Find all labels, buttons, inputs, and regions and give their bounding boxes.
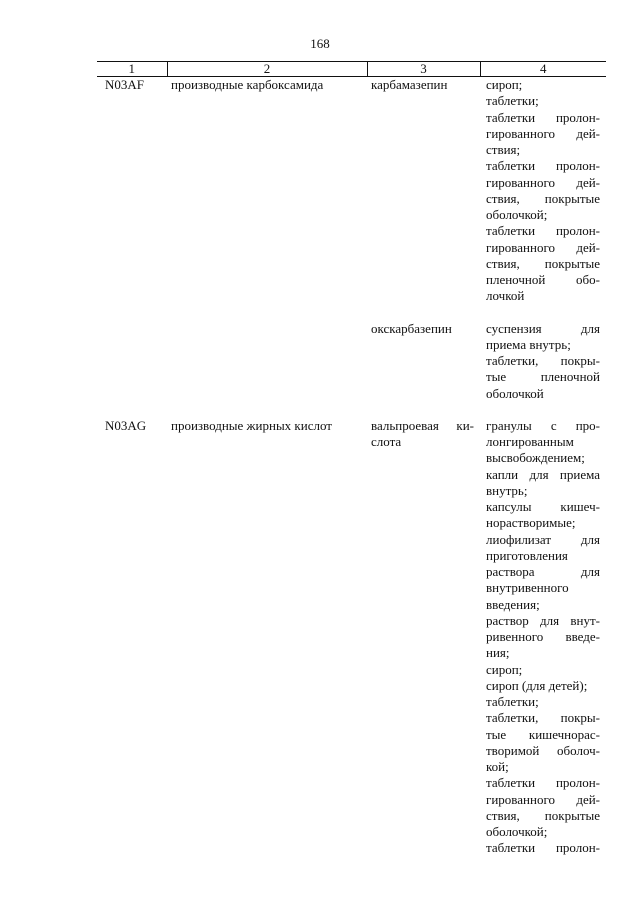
dosage-form-line: внутрь; xyxy=(486,482,528,498)
dosage-forms xyxy=(480,77,606,305)
dosage-form-line: гранулы с про- xyxy=(486,417,600,433)
dosage-form-line: пленочной обо- xyxy=(486,272,600,287)
dosage-form-line: ривенного введе- xyxy=(486,629,600,644)
medication-table xyxy=(97,61,606,857)
dosage-form-line: гированного дей- xyxy=(486,174,600,190)
column-header-4: 4 xyxy=(480,62,606,77)
column-header-1: 1 xyxy=(97,62,167,77)
dosage-form-line: таблетки пролон- xyxy=(486,840,600,856)
table-row xyxy=(97,321,606,402)
dosage-form-line: таблетки пролон- xyxy=(486,158,600,174)
column-header-2: 2 xyxy=(167,62,367,77)
drug-name xyxy=(367,418,480,857)
dosage-form-line: таблетки, покры- xyxy=(486,710,600,726)
drug-name: окскарбазепин xyxy=(371,320,452,336)
dosage-form-line: лиофилизат для xyxy=(486,531,600,547)
table-row xyxy=(97,418,606,857)
dosage-form-line: таблетки; xyxy=(486,694,539,709)
dosage-form-line: лонгированным xyxy=(486,434,574,449)
row-spacer xyxy=(97,305,606,321)
atc-code xyxy=(97,321,167,402)
dosage-form-line: раствора для xyxy=(486,564,600,579)
dosage-form-line: гированного дей- xyxy=(486,791,600,807)
atc-code: N03AG xyxy=(105,417,147,433)
dosage-form-line: оболочкой; xyxy=(486,207,548,222)
dosage-form-line: суспензия для xyxy=(486,320,600,336)
dosage-form-line: ния; xyxy=(486,645,510,661)
dosage-form-line: таблетки пролон- xyxy=(486,223,600,239)
column-header-3: 3 xyxy=(367,62,480,77)
dosage-form-line: лочкой xyxy=(486,288,525,304)
dosage-form-line: ствия; xyxy=(486,142,521,157)
drug-name: карбамазепин xyxy=(371,77,448,92)
dosage-form-line: ствия, покрытые xyxy=(486,807,600,823)
dosage-form-line: оболочкой xyxy=(486,385,544,401)
row-spacer xyxy=(97,402,606,418)
dosage-form-line: сироп; xyxy=(486,77,523,92)
pharmacological-group: производные жирных кислот xyxy=(171,417,332,433)
dosage-form-line: гированного дей- xyxy=(486,239,600,255)
dosage-form-line: раствор для внут- xyxy=(486,612,600,628)
dosage-form-line: тые пленочной xyxy=(486,369,600,385)
drug-name-line: слота xyxy=(371,434,402,449)
dosage-form-line: таблетки; xyxy=(486,93,539,109)
dosage-form-line: таблетки, покры- xyxy=(486,353,600,368)
dosage-form-line: норастворимые; xyxy=(486,515,576,531)
dosage-form-line: гированного дей- xyxy=(486,125,600,141)
dosage-form-line: таблетки пролон- xyxy=(486,109,600,125)
pharmacological-group: производные карбоксамида xyxy=(171,77,324,92)
dosage-form-line: сироп; xyxy=(486,661,523,677)
dosage-forms xyxy=(480,418,606,857)
dosage-form-line: таблетки пролон- xyxy=(486,775,600,791)
dosage-form-line: высвобождением; xyxy=(486,450,585,466)
dosage-form-line: капсулы кишеч- xyxy=(486,499,600,514)
dosage-form-line: тые кишечнорас- xyxy=(486,726,600,742)
drug-name-line: вальпроевая ки- xyxy=(371,417,474,433)
dosage-forms xyxy=(480,321,606,402)
dosage-form-line: приготовления xyxy=(486,547,568,563)
table-header-row xyxy=(97,62,606,77)
table-row xyxy=(97,77,606,305)
dosage-form-line: сироп (для детей); xyxy=(486,677,588,693)
dosage-form-line: капли для приема xyxy=(486,466,600,482)
dosage-form-line: творимой оболоч- xyxy=(486,742,600,758)
dosage-form-line: кой; xyxy=(486,759,509,774)
dosage-form-line: ствия, покрытые xyxy=(486,255,600,271)
dosage-form-line: оболочкой; xyxy=(486,824,548,839)
pharmacological-group xyxy=(167,321,367,402)
dosage-form-line: приема внутрь; xyxy=(486,336,571,352)
dosage-form-line: ствия, покрытые xyxy=(486,190,600,206)
page-number: 168 xyxy=(310,36,330,51)
atc-code: N03AF xyxy=(105,77,145,92)
dosage-form-line: внутривенного xyxy=(486,580,569,596)
dosage-form-line: введения; xyxy=(486,596,540,612)
